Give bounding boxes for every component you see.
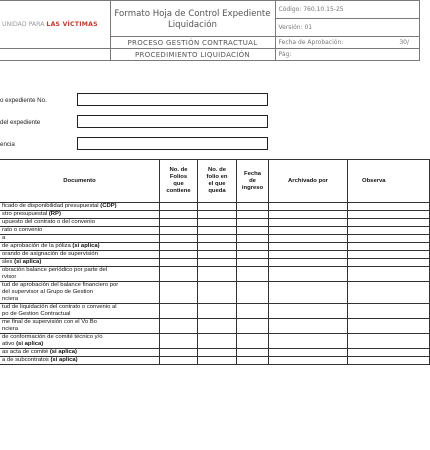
document-cell xyxy=(0,211,160,219)
fecha-ingreso-cell[interactable] xyxy=(237,259,269,267)
document-cell xyxy=(0,203,160,211)
observaciones-cell[interactable] xyxy=(348,219,430,227)
observaciones-cell[interactable] xyxy=(348,282,430,304)
observaciones-cell[interactable] xyxy=(348,259,430,267)
observaciones-cell[interactable] xyxy=(348,357,430,365)
folio-queda-cell[interactable] xyxy=(198,349,237,357)
table-body xyxy=(0,203,430,365)
table-row xyxy=(0,219,430,227)
document-cell xyxy=(0,282,160,304)
document-cell xyxy=(0,304,160,319)
header-observaciones: Observa xyxy=(348,160,430,203)
archivado-por-cell[interactable] xyxy=(269,357,348,365)
folio-queda-cell[interactable] xyxy=(198,211,237,219)
fecha-ingreso-cell[interactable] xyxy=(237,227,269,235)
fecha-ingreso-cell[interactable] xyxy=(237,235,269,243)
fecha-ingreso-cell[interactable] xyxy=(237,334,269,349)
document-label: a xyxy=(2,235,6,241)
field-label: o expediente No. xyxy=(0,97,47,104)
document-cell xyxy=(0,243,160,251)
unidad-victimas-logo: UNIDAD PARA LAS VÍCTIMAS xyxy=(0,1,110,49)
table-row xyxy=(0,282,430,304)
document-label: orando de asignación de supervisión xyxy=(2,251,98,257)
document-label: obración balance periódico por parte del rvisor xyxy=(2,267,108,280)
folio-queda-cell[interactable] xyxy=(198,267,237,282)
document-cell xyxy=(0,251,160,259)
document-label: a de subcontratos (si aplica) xyxy=(2,357,78,363)
fecha-ingreso-cell[interactable] xyxy=(237,203,269,211)
document-version: Versión: 01 xyxy=(275,19,420,37)
document-label: me final de supervisión con el Vo Bo nciera xyxy=(2,319,97,332)
folios-contiene-cell[interactable] xyxy=(160,267,198,282)
document-title: Formato Hoja de Control Expediente Liquidación xyxy=(110,1,275,37)
header-fecha-ingreso: Fecha de ingreso xyxy=(237,160,269,203)
table-row xyxy=(0,235,430,243)
fecha-ingreso-cell[interactable] xyxy=(237,349,269,357)
fecha-ingreso-cell[interactable] xyxy=(237,251,269,259)
observaciones-cell[interactable] xyxy=(348,267,430,282)
observaciones-cell[interactable] xyxy=(348,211,430,219)
folios-contiene-cell[interactable] xyxy=(160,282,198,304)
archivado-por-cell[interactable] xyxy=(269,211,348,219)
folio-queda-cell[interactable] xyxy=(198,282,237,304)
document-cell xyxy=(0,227,160,235)
table-row xyxy=(0,334,430,349)
fecha-ingreso-cell[interactable] xyxy=(237,243,269,251)
nombre-expediente-input[interactable] xyxy=(77,115,268,128)
document-cell xyxy=(0,219,160,227)
observaciones-cell[interactable] xyxy=(348,243,430,251)
header-documento: Documento xyxy=(0,160,160,203)
document-label: ficado de disponibilidad presupuestal (CDP) xyxy=(2,203,117,209)
document-label: de conformación de comité técnico y/o ativo (si aplica) xyxy=(2,334,103,347)
folios-contiene-cell[interactable] xyxy=(160,259,198,267)
field-label: encia xyxy=(0,141,15,148)
expediente-no-input[interactable] xyxy=(77,93,268,106)
fecha-ingreso-cell[interactable] xyxy=(237,267,269,282)
archivado-por-cell[interactable] xyxy=(269,243,348,251)
document-cell xyxy=(0,259,160,267)
archivado-por-cell[interactable] xyxy=(269,227,348,235)
table-row xyxy=(0,349,430,357)
folio-queda-cell[interactable] xyxy=(198,219,237,227)
field-label: del expediente xyxy=(0,119,41,126)
table-header-row xyxy=(0,160,430,203)
archivado-por-cell[interactable] xyxy=(269,203,348,211)
table-row xyxy=(0,203,430,211)
archivado-por-cell[interactable] xyxy=(269,349,348,357)
archivado-por-cell[interactable] xyxy=(269,219,348,227)
archivado-por-cell[interactable] xyxy=(269,267,348,282)
fecha-ingreso-cell[interactable] xyxy=(237,357,269,365)
document-cell xyxy=(0,235,160,243)
folios-contiene-cell[interactable] xyxy=(160,357,198,365)
archivado-por-cell[interactable] xyxy=(269,235,348,243)
observaciones-cell[interactable] xyxy=(348,203,430,211)
document-label: as acta de comité (si aplica) xyxy=(2,349,77,355)
folios-contiene-cell[interactable] xyxy=(160,251,198,259)
folios-contiene-cell[interactable] xyxy=(160,227,198,235)
fecha-ingreso-cell[interactable] xyxy=(237,282,269,304)
document-cell xyxy=(0,267,160,282)
process-name: PROCESO GESTIÓN CONTRACTUAL xyxy=(110,37,275,49)
table-row xyxy=(0,357,430,365)
document-cell xyxy=(0,349,160,357)
observaciones-cell[interactable] xyxy=(348,349,430,357)
folio-queda-cell[interactable] xyxy=(198,235,237,243)
document-cell xyxy=(0,357,160,365)
document-label: tud de aprobación del balance financiero por del supervisor al Grupo de Gestion nciera xyxy=(2,282,119,302)
table-row xyxy=(0,227,430,235)
observaciones-cell[interactable] xyxy=(348,334,430,349)
logo-spacer xyxy=(0,49,110,61)
control-table xyxy=(0,159,430,365)
table-row xyxy=(0,211,430,219)
document-label: stro presupuestal (RP) xyxy=(2,211,61,217)
document-label: sles (si aplica) xyxy=(2,259,42,265)
folio-queda-cell[interactable] xyxy=(198,357,237,365)
header-folio-queda: No. de folio en el que queda xyxy=(198,160,237,203)
document-cell xyxy=(0,319,160,334)
fecha-ingreso-cell[interactable] xyxy=(237,219,269,227)
folios-contiene-cell[interactable] xyxy=(160,211,198,219)
observaciones-cell[interactable] xyxy=(348,304,430,319)
folios-contiene-cell[interactable] xyxy=(160,304,198,319)
observaciones-cell[interactable] xyxy=(348,319,430,334)
folio-queda-cell[interactable] xyxy=(198,319,237,334)
table-row xyxy=(0,267,430,282)
archivado-por-cell[interactable] xyxy=(269,251,348,259)
folios-contiene-cell[interactable] xyxy=(160,219,198,227)
folio-queda-cell[interactable] xyxy=(198,251,237,259)
document-code: Código: 760.10.15-25 xyxy=(275,1,420,19)
archivado-por-cell[interactable] xyxy=(269,334,348,349)
page-number: Pág: xyxy=(275,49,420,61)
document-label: tud de liquidación del contrato o convenio al po de Gestion Contractual xyxy=(2,304,117,317)
folio-queda-cell[interactable] xyxy=(198,243,237,251)
archivado-por-cell[interactable] xyxy=(269,304,348,319)
document-label: upuesto del contrato o del convenio xyxy=(2,219,96,225)
document-label: rato o convenio xyxy=(2,227,43,233)
folios-contiene-cell[interactable] xyxy=(160,203,198,211)
expediente-fields xyxy=(0,96,300,162)
document-header xyxy=(0,0,420,84)
folio-queda-cell[interactable] xyxy=(198,304,237,319)
archivado-por-cell[interactable] xyxy=(269,319,348,334)
folio-queda-cell[interactable] xyxy=(198,334,237,349)
archivado-por-cell[interactable] xyxy=(269,282,348,304)
fecha-ingreso-cell[interactable] xyxy=(237,211,269,219)
folio-queda-cell[interactable] xyxy=(198,259,237,267)
fecha-ingreso-cell[interactable] xyxy=(237,304,269,319)
dependencia-input[interactable] xyxy=(77,137,268,150)
folios-contiene-cell[interactable] xyxy=(160,319,198,334)
observaciones-cell[interactable] xyxy=(348,227,430,235)
table-row xyxy=(0,304,430,319)
table-row xyxy=(0,251,430,259)
folio-queda-cell[interactable] xyxy=(198,203,237,211)
folios-contiene-cell[interactable] xyxy=(160,349,198,357)
header-folios-contiene: No. de Folios que contiene xyxy=(160,160,198,203)
table-row xyxy=(0,259,430,267)
observaciones-cell[interactable] xyxy=(348,235,430,243)
header-archivado-por: Archivado por xyxy=(269,160,348,203)
fecha-ingreso-cell[interactable] xyxy=(237,319,269,334)
procedure-name: PROCEDIMIENTO LIQUIDACIÓN xyxy=(110,49,275,61)
document-label: de aprobación de la póliza (si aplica) xyxy=(2,243,100,249)
observaciones-cell[interactable] xyxy=(348,251,430,259)
table-row xyxy=(0,243,430,251)
document-cell xyxy=(0,334,160,349)
folio-queda-cell[interactable] xyxy=(198,227,237,235)
approval-date: Fecha de Aprobación: 30/ xyxy=(275,37,420,49)
archivado-por-cell[interactable] xyxy=(269,259,348,267)
folios-contiene-cell[interactable] xyxy=(160,243,198,251)
folios-contiene-cell[interactable] xyxy=(160,334,198,349)
folios-contiene-cell[interactable] xyxy=(160,235,198,243)
table-row xyxy=(0,319,430,334)
